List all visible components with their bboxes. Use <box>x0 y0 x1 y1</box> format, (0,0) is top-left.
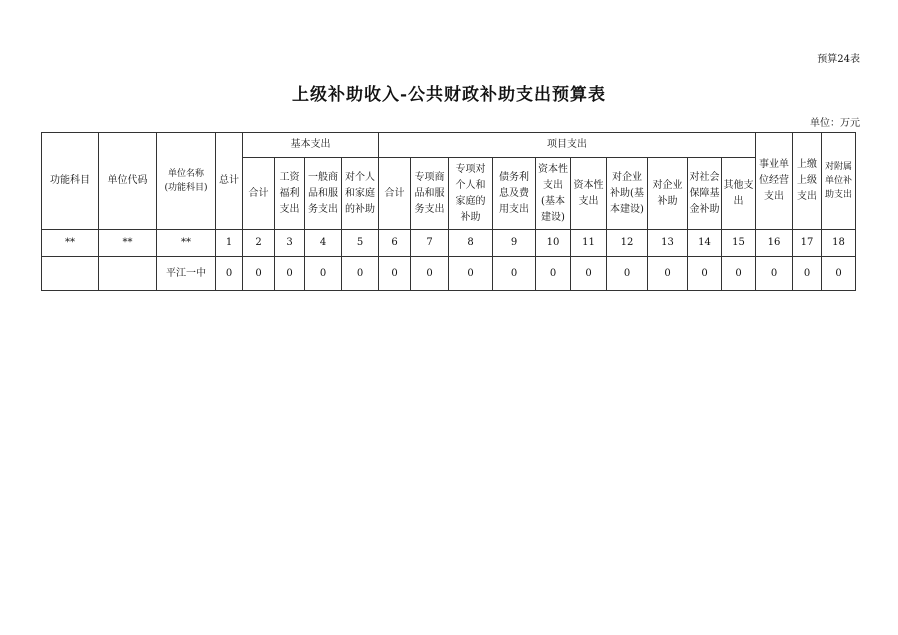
index-cell: 15 <box>722 230 756 257</box>
header-project-col: 对企业 补助 <box>648 158 688 230</box>
data-cell: 0 <box>379 257 411 291</box>
header-func-subject: 功能科目 <box>42 133 99 230</box>
data-cell: 0 <box>305 257 342 291</box>
header-project-col: 对社会 保障基 金补助 <box>688 158 722 230</box>
index-cell: 10 <box>536 230 571 257</box>
page-title: 上级补助收入-公共财政补助支出预算表 <box>291 85 607 105</box>
data-cell: 0 <box>571 257 607 291</box>
header-project-col: 资本性 支出 (基本 建设) <box>536 158 571 230</box>
data-cell: 0 <box>536 257 571 291</box>
data-cell: 0 <box>722 257 756 291</box>
data-cell <box>42 257 99 291</box>
index-cell: 8 <box>449 230 493 257</box>
data-cell: 0 <box>756 257 793 291</box>
header-total: 总计 <box>216 133 243 230</box>
data-cell: 平江一中 <box>157 257 216 291</box>
header-affiliate: 对附属 单位补 助支出 <box>822 133 856 230</box>
header-project-col: 专项商 品和服 务支出 <box>411 158 449 230</box>
header-basic: 基本支出 <box>243 133 379 158</box>
data-row <box>42 257 856 291</box>
header-unit-code: 单位代码 <box>99 133 157 230</box>
data-cell: 0 <box>275 257 305 291</box>
header-project-col: 专项对 个人和 家庭的 补助 <box>449 158 493 230</box>
index-cell: 16 <box>756 230 793 257</box>
data-cell: 0 <box>342 257 379 291</box>
data-cell <box>99 257 157 291</box>
index-cell: 5 <box>342 230 379 257</box>
index-cell: ** <box>99 230 157 257</box>
header-project-col: 资本性 支出 <box>571 158 607 230</box>
index-cell: 4 <box>305 230 342 257</box>
index-cell: 14 <box>688 230 722 257</box>
header-basic-col: 工资 福利 支出 <box>275 158 305 230</box>
header-upper: 上缴 上级 支出 <box>793 133 822 230</box>
header-project: 项目支出 <box>379 133 756 158</box>
data-cell: 0 <box>822 257 856 291</box>
index-cell: 9 <box>493 230 536 257</box>
data-cell: 0 <box>243 257 275 291</box>
header-project-col: 债务利 息及费 用支出 <box>493 158 536 230</box>
header-unit-name: 单位名称 (功能科目) <box>157 133 216 230</box>
header-basic-col: 对个人 和家庭 的补助 <box>342 158 379 230</box>
header-project-col: 合计 <box>379 158 411 230</box>
data-cell: 0 <box>411 257 449 291</box>
index-cell: 12 <box>607 230 648 257</box>
index-cell: 13 <box>648 230 688 257</box>
data-cell: 0 <box>688 257 722 291</box>
index-cell: ** <box>42 230 99 257</box>
index-cell: ** <box>157 230 216 257</box>
data-cell: 0 <box>493 257 536 291</box>
header-project-col: 对企业 补助(基 本建设) <box>607 158 648 230</box>
header-basic-col: 一般商 品和服 务支出 <box>305 158 342 230</box>
data-cell: 0 <box>216 257 243 291</box>
index-cell: 7 <box>411 230 449 257</box>
index-row <box>42 230 856 257</box>
index-cell: 1 <box>216 230 243 257</box>
budget-table <box>41 132 856 291</box>
data-cell: 0 <box>449 257 493 291</box>
index-cell: 3 <box>275 230 305 257</box>
header-business: 事业单 位经营 支出 <box>756 133 793 230</box>
header-project-col: 其他支 出 <box>722 158 756 230</box>
index-cell: 17 <box>793 230 822 257</box>
header-row-1 <box>42 133 856 158</box>
index-cell: 6 <box>379 230 411 257</box>
table-number: 预算24表 <box>817 54 860 65</box>
index-cell: 18 <box>822 230 856 257</box>
data-cell: 0 <box>793 257 822 291</box>
header-basic-col: 合计 <box>243 158 275 230</box>
index-cell: 11 <box>571 230 607 257</box>
data-cell: 0 <box>607 257 648 291</box>
index-cell: 2 <box>243 230 275 257</box>
unit-label: 单位：万元 <box>810 118 860 129</box>
data-cell: 0 <box>648 257 688 291</box>
